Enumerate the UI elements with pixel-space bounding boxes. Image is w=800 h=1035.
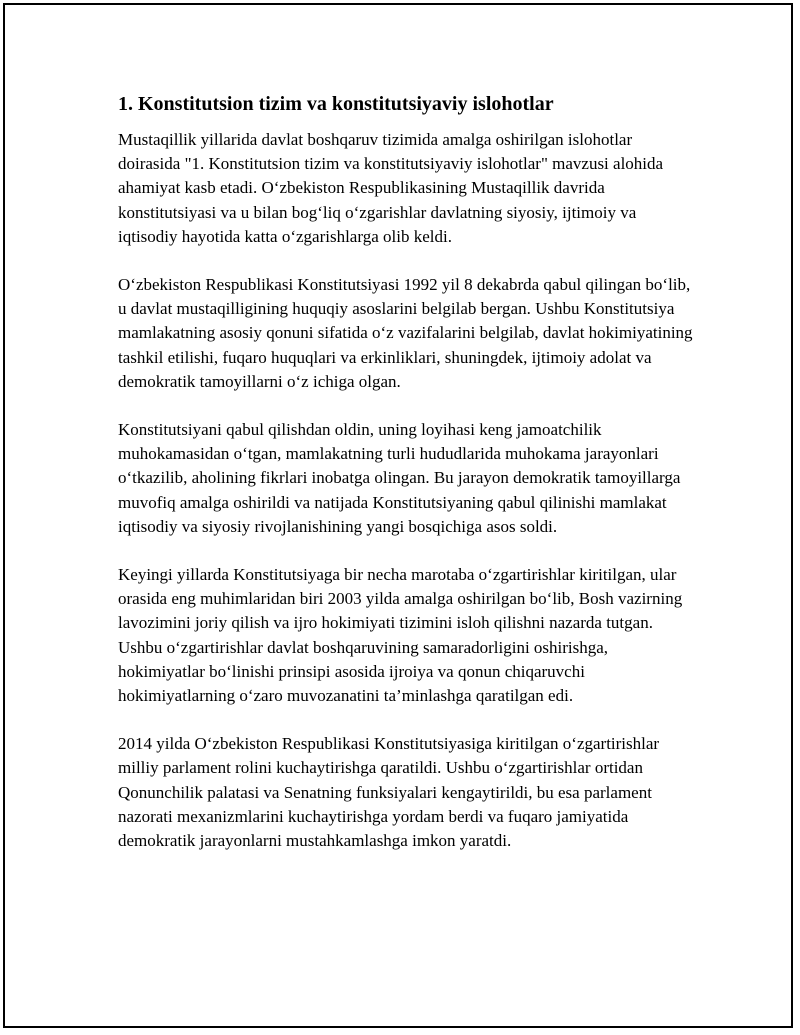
document-body [118, 92, 693, 853]
paragraph-public-discussion: Konstitutsiyani qabul qilishdan oldin, uning loyihasi keng jamoatchilik muhokamasidan o‘tgan, mamlakatning turli hududlarida muhokama jarayonlari o‘tkazilib, aholining fikrlari inobatga olingan. Bu jarayon demokratik tamoyillarga muvofiq amalga oshirildi va natijada Konstitutsiyaning qabul qilinishi mamlakat iqtisodiy va siyosiy rivojlanishining yangi bosqichiga asos soldi. [118, 420, 681, 536]
paragraph-constitution-1992: O‘zbekiston Respublikasi Konstitutsiyasi 1992 yil 8 dekabrda qabul qilingan bo‘lib, u davlat mustaqilligining huquqiy asoslarini belgilab bergan. Ushbu Konstitutsiya mamlakatning asosiy qonuni sifatida o‘z vazifalarini belgilab, davlat hokimiyatining tashkil etilishi, fuqaro huquqlari va erkinliklari, shuningdek, ijtimoiy adolat va demokratik tamoyillarni o‘z ichiga olgan. [118, 275, 693, 391]
paragraph-amendments-2003: Keyingi yillarda Konstitutsiyaga bir necha marotaba o‘zgartirishlar kiritilgan, ular orasida eng muhimlaridan biri 2003 yilda amalga oshirilgan bo‘lib, Bosh vazirning lavozimini joriy qilish va ijro hokimiyati tizimini isloh qilishni nazarda tutgan. Ushbu o‘zgartirishlar davlat boshqaruvining samaradorligini oshirishga, hokimiyatlar bo‘linishi prinsipi asosida ijroiya va qonun chiqaruvchi hokimiyatlarning o‘zaro muvozanatini ta’minlashga qaratilgan edi. [118, 565, 683, 706]
document-title: 1. Konstitutsion tizim va konstitutsiyaviy islohotlar [118, 93, 554, 115]
paragraph-amendments-2014: 2014 yilda O‘zbekiston Respublikasi Konstitutsiyasiga kiritilgan o‘zgartirishlar milliy parlament rolini kuchaytirishga qaratildi. Ushbu o‘zgartirishlar ortidan Qonunchilik palatasi va Senatning funksiyalari kengaytirildi, bu esa parlament nazorati mexanizmlarini kuchaytirishga yordam berdi va fuqaro jamiyatida demokratik jarayonlarni mustahkamlashga imkon yaratdi. [118, 734, 660, 851]
paragraph-intro: Mustaqillik yillarida davlat boshqaruv tizimida amalga oshirilgan islohotlar doirasida "1. Konstitutsion tizim va konstitutsiyaviy islohotlar" mavzusi alohida ahamiyat kasb etadi. O‘zbekiston Respublikasining Mustaqillik davrida konstitutsiyasi va u bilan bog‘liq o‘zgarishlar davlatning siyosiy, ijtimoiy va iqtisodiy hayotida katta o‘zgarishlarga olib keldi. [118, 130, 664, 246]
